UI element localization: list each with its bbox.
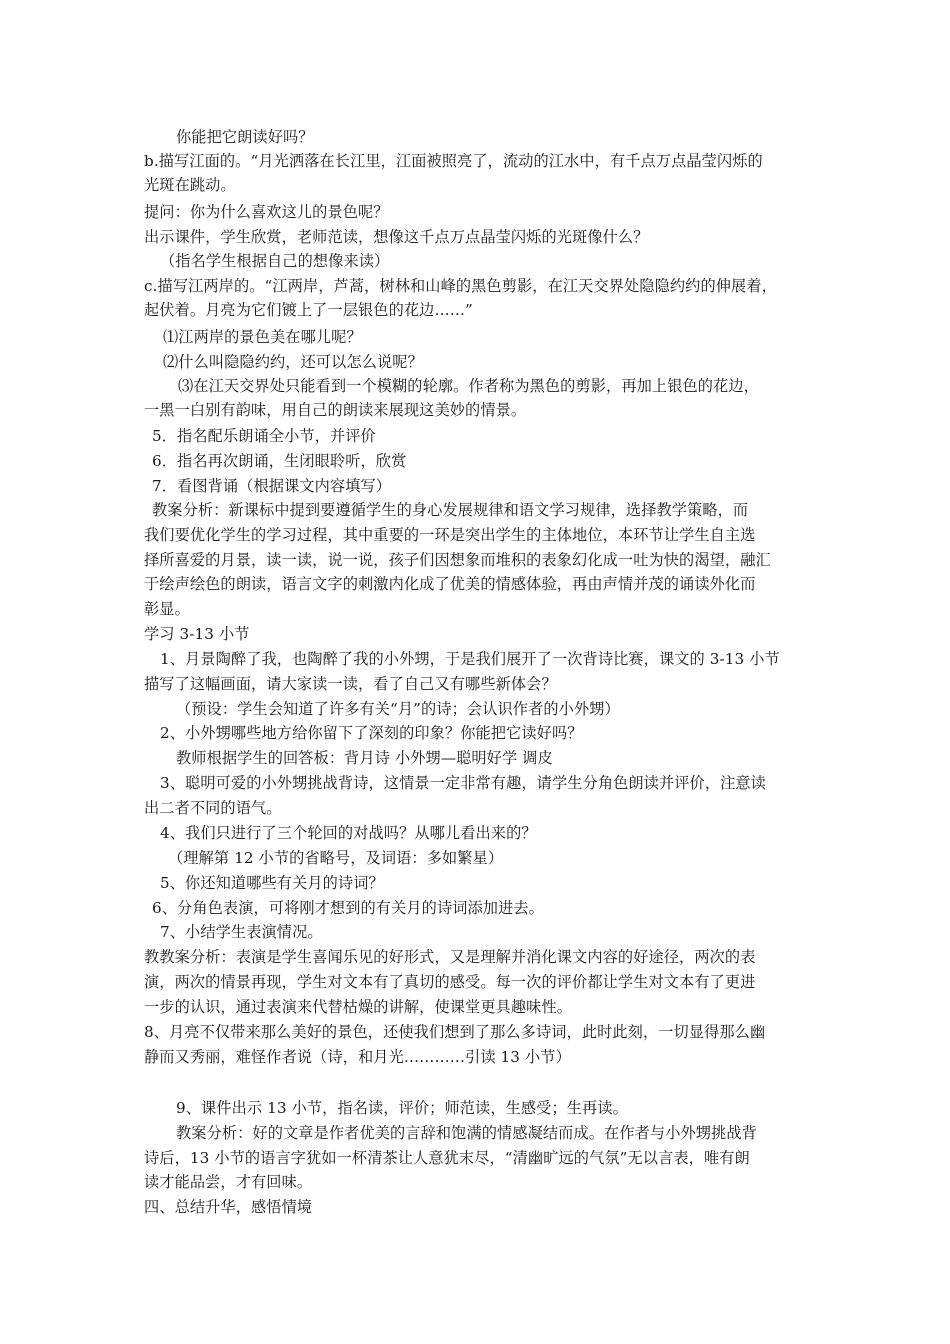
text-line: 教案分析：好的文章是作者优美的言辞和饱满的情感凝结而成。在作者与小外甥挑战背 — [176, 1124, 757, 1142]
text-line: 描写了这幅画面，请大家读一读，看了自己又有哪些新体会？ — [144, 675, 557, 693]
text-line: 一步的认识，通过表演来代替枯燥的讲解，使课堂更具趣味性。 — [144, 998, 573, 1016]
text-line: 于绘声绘色的朗读，语言文字的刺激内化成了优美的情感体验，再由声情并茂的诵读外化而 — [144, 575, 756, 593]
text-line: 一黑一白别有韵味，用自己的朗读来展现这美妙的情景。 — [144, 401, 527, 419]
text-line: b.描写江面的。“月光洒落在长江里，江面被照亮了，流动的江水中，有千点万点晶莹闪烁的 — [144, 152, 763, 170]
text-line: 静而又秀丽，难怪作者说（诗，和月光…………引读 13 小节） — [144, 1048, 571, 1066]
text-line: 出示课件，学生欣赏，老师范读，想像这千点万点晶莹闪烁的光斑像什么？ — [144, 228, 649, 246]
text-line: ⑴江两岸的景色美在哪儿呢？ — [163, 328, 362, 346]
text-line: 6、分角色表演，可将刚才想到的有关月的诗词添加进去。 — [152, 899, 544, 917]
text-line: 教师根据学生的回答板：背月诗 小外甥—聪明好学 调皮 — [176, 749, 553, 767]
text-line: 教教案分析：表演是学生喜闻乐见的好形式，又是理解并消化课文内容的好途径，两次的表 — [144, 948, 756, 966]
text-line: 2、小外甥哪些地方给你留下了深刻的印象？你能把它读好吗？ — [160, 724, 583, 742]
text-line: ⑶在江天交界处只能看到一个模糊的轮廓。作者称为黑色的剪影，再加上银色的花边， — [178, 377, 759, 395]
section-heading: 四、总结升华，感悟情境 — [144, 1198, 313, 1216]
text-line: 4、我们只进行了三个轮回的对战吗？从哪儿看出来的？ — [160, 824, 537, 842]
text-line: 5．指名配乐朗诵全小节，并评价 — [152, 427, 376, 445]
text-line: 教案分析：新课标中提到要遵循学生的身心发展规律和语文学习规律，选择教学策略，而 — [152, 501, 749, 519]
text-line: 择所喜爱的月景，读一读，说一说，孩子们因想象而堆积的表象幻化成一吐为快的渴望，融汇 — [144, 551, 771, 569]
text-line: 7、小结学生表演情况。 — [160, 923, 323, 941]
text-line: （指名学生根据自己的想像来读） — [160, 252, 390, 270]
text-line: 诗后，13 小节的语言字犹如一杯清茶让人意犹末尽，“清幽旷远的气氛”无以言表，唯有朗 — [144, 1149, 750, 1167]
text-line: 9、课件出示 13 小节，指名读，评价；师范读，生感受；生再读。 — [176, 1099, 628, 1117]
text-line: 彰显。 — [144, 600, 190, 618]
text-line: 提问：你为什么喜欢这儿的景色呢？ — [144, 203, 389, 221]
text-line: 3、聪明可爱的小外甥挑战背诗，这情景一定非常有趣，请学生分角色朗读并评价，注意读 — [160, 774, 766, 792]
text-line: c.描写江两岸的。“江两岸，芦蒿，树林和山峰的黑色剪影，在江天交界处隐隐约约的伸展着， — [144, 277, 777, 295]
text-line: （预设：学生会知道了许多有关“月”的诗；会认识作者的小外甥） — [176, 700, 620, 718]
text-line: （理解第 12 小节的省略号，及词语：多如繁星） — [168, 849, 504, 867]
text-line: 5、你还知道哪些有关月的诗词？ — [160, 874, 384, 892]
text-line: 演，两次的情景再现，学生对文本有了真切的感受。每一次的评价都让学生对文本有了更进 — [144, 973, 756, 991]
text-line: 学习 3-13 小节 — [144, 625, 250, 643]
text-line: 光斑在跳动。 — [144, 176, 236, 194]
text-line: 7．看图背诵（根据课文内容填写） — [152, 477, 392, 495]
text-line: 出二者不同的语气。 — [144, 799, 282, 817]
text-line: 我们要优化学生的学习过程，其中重要的一环是突出学生的主体地位，本环节让学生自主选 — [144, 526, 756, 544]
text-line: 起伏着。月亮为它们镀上了一层银色的花边……” — [144, 301, 473, 319]
text-line: 1、月景陶醉了我，也陶醉了我的小外甥，于是我们展开了一次背诗比赛，课文的 3-13 小节 — [160, 650, 780, 668]
text-line: 读才能品尝，才有回味。 — [144, 1173, 313, 1191]
text-line: 6．指名再次朗诵，生闭眼聆听，欣赏 — [152, 452, 407, 470]
text-line: 你能把它朗读好吗？ — [176, 128, 314, 146]
text-line: 8、月亮不仅带来那么美好的景色，还使我们想到了那么多诗词，此时此刻，一切显得那么幽 — [144, 1023, 766, 1041]
text-line: ⑵什么叫隐隐约约，还可以怎么说呢？ — [163, 353, 423, 371]
